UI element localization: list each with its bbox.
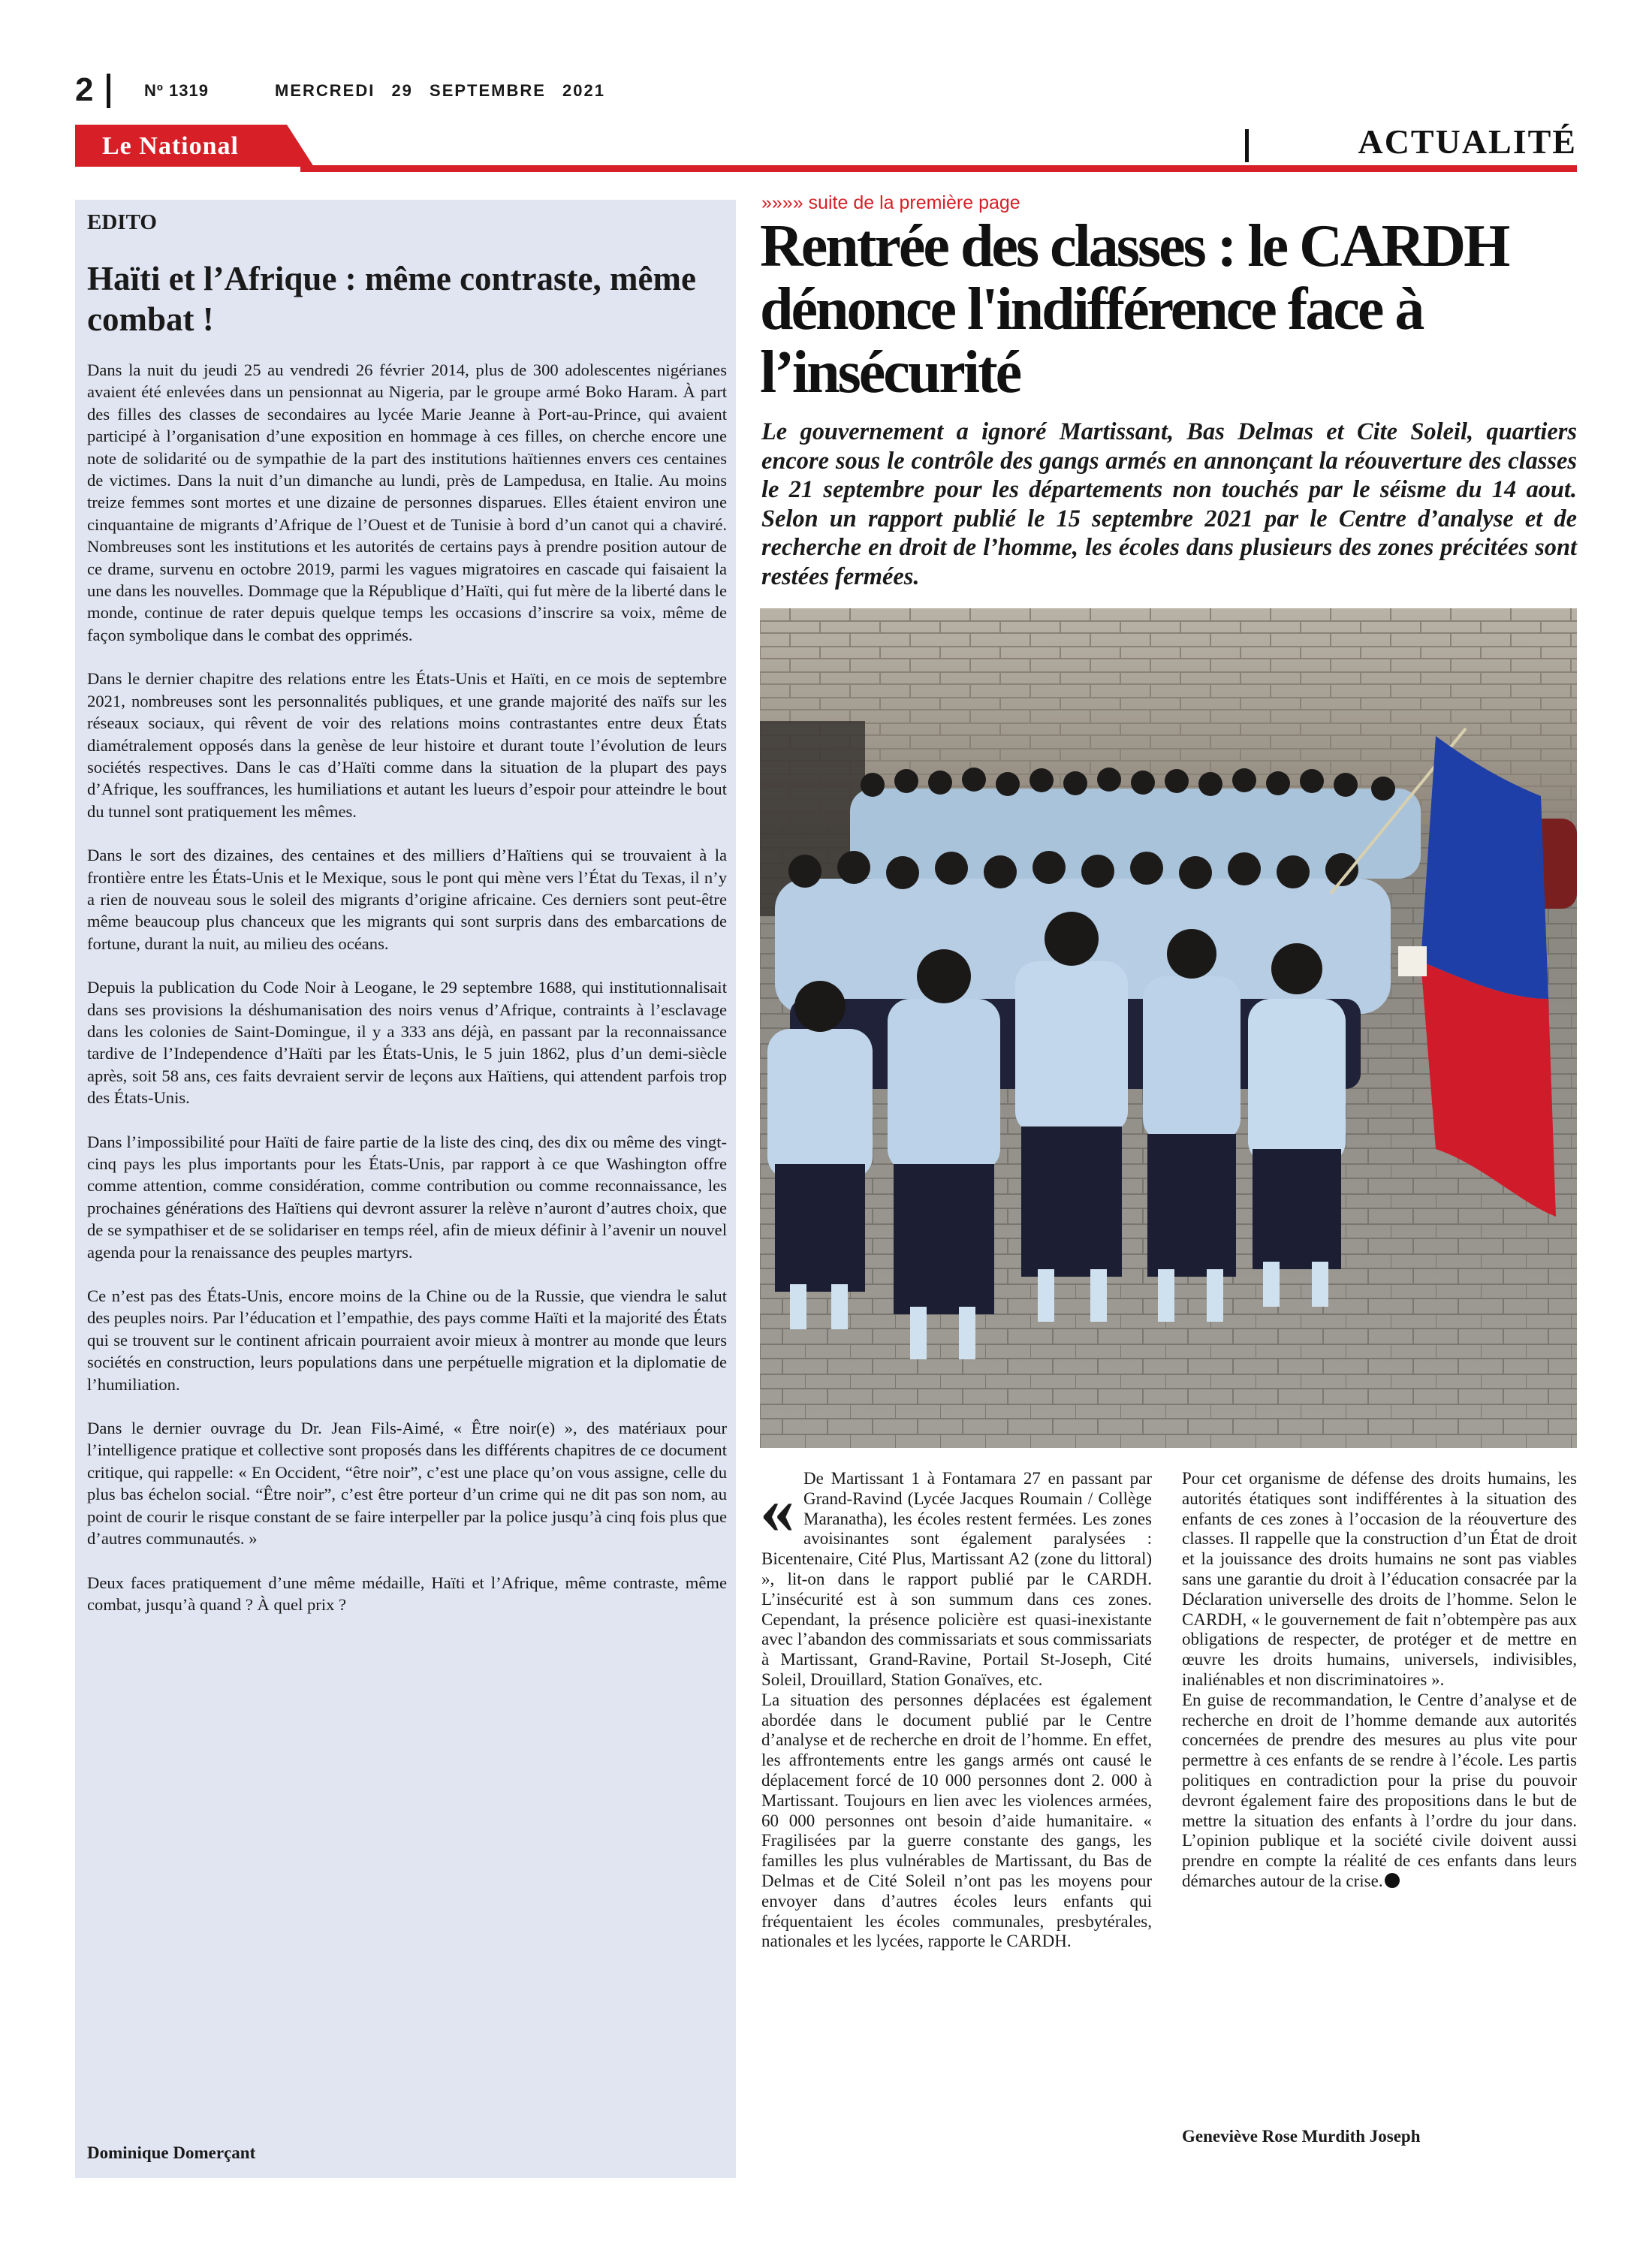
edito-paragraph: Dans l’impossibilité pour Haïti de faire partie de la liste des cinq, des dix ou même des vingt-cinq pays les plus importants pour les États-Unis, par rapport à ce que Washington offre comme attention, comme considération, comme contribution ou comme reconnaissance, les prochaines générations des Haïtiens qui devront assurer la relève n’auront d’autres choix, que de se sympathiser et de se solidariser en temps réel, afin de mieux définir à l’avenir un nouvel agenda pour la renaissance des peuples martyrs. — [87, 1132, 727, 1262]
section-divider — [1245, 129, 1249, 162]
article-paragraph: Pour cet organisme de défense des droits humains, les autorités étatiques sont indifférentes à la situation des enfants de ces zones à l’occasion de la réouverture des classes. Il rappelle que la construction d’un État de droit et la jouissance des droits humains ne sont pas viables sans une garantie du droit à l’éducation consacrée par la Déclaration universelle des droits de l’homme. Selon le CARDH, « le gouvernement de fait n’obtempère pas aux obligations de respecter, de protéger et de mettre en œuvre les droits humains, universels, indivisibles, inaliénables et non discriminatoires ». — [1182, 1469, 1577, 1689]
edito-paragraph: Dans le dernier chapitre des relations entre les États-Unis et Haïti, en ce mois de septembre 2021, nombreuses sont les personnalités publiques, et une grande majorité des naïfs sur les réseaux sociaux, qui rêvent de voir des relations moins contrastantes entre deux États diamétralement opposés dans la genèse de leur histoire et durant toute l’évolution de leurs sociétés respectives. Dans le cas d’Haïti comme dans la situation de la plupart des pays d’Afrique, les souffrances, les humiliations et autant les lueurs d’espoir pour atteindre le bout du tunnel sont pratiquement les mêmes. — [87, 669, 727, 821]
article-paragraph: En guise de recommandation, le Centre d’analyse et de recherche en droit de l’homme demande aux autorités concernées de prendre des mesures au plus vite pour permettre à ces enfants de se rendre à l’école. Les partis politiques en contradiction pour la prise du pouvoir devront également faire des propositions dans le but de mettre la situation des enfants à l’ordre du jour dans. L’opinion publique et la société civile doivent aussi prendre en compte la réalité de ces enfants dans leurs démarches autour de la crise. — [1182, 1690, 1577, 1890]
edito-paragraph: Depuis la publication du Code Noir à Leogane, le 29 septembre 1688, qui institutionnalisait dans ses provisions la déshumanisation des noirs venus d’Afrique, contraints à l’esclavage dans les colonies de Saint-Domingue, il y a 333 ans déjà, en passant par la reconnaissance tardive de l’Independence d’Haïti par les États-Unis, le 5 juin 1862, plus d’un demi-siècle après, soit 58 ans, ces faits devraient servir de leçons aux Haïtiens, qui attendent parfois trop des États-Unis. — [87, 978, 727, 1108]
article-photo — [760, 608, 1577, 1448]
end-of-article-icon — [1385, 1873, 1400, 1888]
newspaper-logo: Le National — [102, 132, 239, 160]
article-headline: Rentrée des classes : le CARDH dénonce l'indifférence face à l’insécurité — [760, 213, 1509, 406]
edito-signature: Dominique Domerçant — [87, 2143, 256, 2162]
article-paragraph-final — [1182, 1691, 1577, 1892]
issue-number: Nº 1319 — [144, 81, 209, 100]
header-red-rule — [300, 165, 1577, 172]
page-number: 2 — [75, 71, 94, 108]
edito-label: EDITO — [87, 210, 157, 234]
article-byline: Geneviève Rose Murdith Joseph — [1182, 2127, 1421, 2146]
edito-paragraph: Dans le sort des dizaines, des centaines et des milliers d’Haïtiens qui se trouvaient à la frontière entre les États-Unis et le Mexique, sous le pont qui mène vers l’État du Texas, il n’y a rien de nouveau sous le soleil des migrants d’origine africaine. Ces derniers sont peut-être même beaucoup plus chanceux que les migrants qui sont surpris dans des embarcations de fortune, durant la nuit, au milieu des océans. — [87, 846, 727, 953]
article-paragraph: La situation des personnes déplacées est également abordée dans le document publié par le Centre d’analyse et de recherche en droit de l’homme. En effet, les affrontements entre les gangs armés ont causé le déplacement forcé de 10 000 personnes dont 2. 000 à Martissant. Toujours en lien avec les violences armées, 60 000 personnes ont besoin d’aide humanitaire. « Fragilisées par la guerre constante des gangs, les familles les plus vulnérables de Martissant, du Bas de Delmas et de Cité Soleil n’ont pas les moyens pour envoyer dans d’autres écoles leurs enfants qui fréquentaient les écoles communales, presbytérales, nationales et les lycées, rapporte le CARDH. — [761, 1690, 1152, 1951]
continued-kicker: »»»» suite de la première page — [761, 192, 1020, 213]
photo-schoolchildren-flag — [760, 608, 1577, 1448]
edito-title: Haïti et l’Afrique : même contraste, même combat ! — [87, 260, 696, 338]
edito-paragraph: Ce n’est pas des États-Unis, encore moins de la Chine ou de la Russie, que viendra le salut des peuples noirs. Par l’éducation et l’empathie, des pays comme Haïti et la majorité des États qui se trouvent sur le continent africain pourraient avoir mieux à montrer au monde que leurs sociétés en construction, leurs populations dans une perpétuelle migration et la diplomatie de l’humiliation. — [87, 1286, 727, 1394]
section-title: ACTUALITÉ — [1358, 122, 1577, 161]
article-lede: Le gouvernement a ignoré Martissant, Bas Delmas et Cite Soleil, quartiers encore sous le contrôle des gangs armés en annonçant la réouverture des classes le 21 septembre pour les départements non touchés par le séisme du 14 aout. Selon un rapport publié le 15 septembre 2021 par le Centre d’analyse et de recherche en droit de l’homme, les écoles dans plusieurs des zones précitées sont restées fermées. — [761, 418, 1577, 590]
drop-quote-mark: « — [760, 1471, 794, 1548]
brand-band — [75, 125, 315, 167]
article-column-1 — [761, 1469, 1152, 1952]
edito-paragraph: Deux faces pratiquement d’une même médaille, Haïti et l’Afrique, même contraste, même combat, jusqu’à quand ? À quel prix ? — [87, 1573, 727, 1614]
edito-column — [75, 200, 736, 2178]
article-paragraph: De Martissant 1 à Fontamara 27 en passant par Grand-Ravind (Lycée Jacques Roumain / Collège Maranatha), les écoles restent fermées. Les zones avoisinantes sont également paralysées : Bicentenaire, Cité Plus, Martissant A2 (zone du littoral) », lit-on dans le rapport publié par le CARDH. L’insécurité est à son summum dans ces zones. Cependant, la présence policière est quasi-inexistante avec l’abandon des commissariats et sous commissariats à Martissant, Grand-Ravine, Portail St-Joseph, Cité Soleil, Drouillard, Station Gonaïves, etc. — [761, 1469, 1152, 1689]
edito-paragraph: Dans le dernier ouvrage du Dr. Jean Fils-Aimé, « Être noir(e) », des matériaux pour l’intelligence pratique et collective sont proposés dans les différents chapitres de ce document critique, qui rappelle: « En Occident, “être noir”, c’est une place qu’on vous assigne, celle du plus bas échelon social. “Être noir”, c’est être porteur d’un crime qui ne dit pas son nom, au point de courir le risque constant de se faire interpeller par la police jusqu’à cinq fois plus que d’autres communautés. » — [87, 1419, 727, 1549]
article-column-2 — [1182, 1469, 1577, 1892]
edito-paragraph: Dans la nuit du jeudi 25 au vendredi 26 février 2014, plus de 300 adolescentes nigérianes avaient été enlevées dans un pensionnat au Nigeria, par le groupe armé Boko Haram. À part des filles des classes de secondaires au lycée Marie Jeanne à Port-au-Prince, qui avaient participé à l’organisation d’une exposition en hommage à ces filles, on cherche encore une note de solidarité ou de sympathie de la part des institutions haïtiennes envers ces centaines de victimes. Dans la nuit d’un dimanche au lundi, près de Lampedusa, en Italie. Au moins treize femmes sont mortes et une dizaine de personnes disparues. Elles étaient environ une cinquantaine de migrants d’Afrique de l’Ouest et de Tunisie à bord d’un canot qui a chaviré. Nombreuses sont les institutions et les autorités de certains pays à prendre position autour de ce drame, survenu en octobre 2019, parmi les vagues migratoires en cascade qui faisaient la une dans les nouvelles. Dommage que la République d’Haïti, qui fut mère de la liberté dans le monde, continue de rater depuis quelque temps les occasions d’inscrire sa voix, même de façon symbolique dans le combat des opprimés. — [87, 360, 727, 644]
issue-date: MERCREDI 29 SEPTEMBRE 2021 — [275, 81, 605, 100]
header-divider — [107, 74, 110, 108]
page-header — [75, 69, 826, 114]
edito-body — [87, 359, 727, 1637]
